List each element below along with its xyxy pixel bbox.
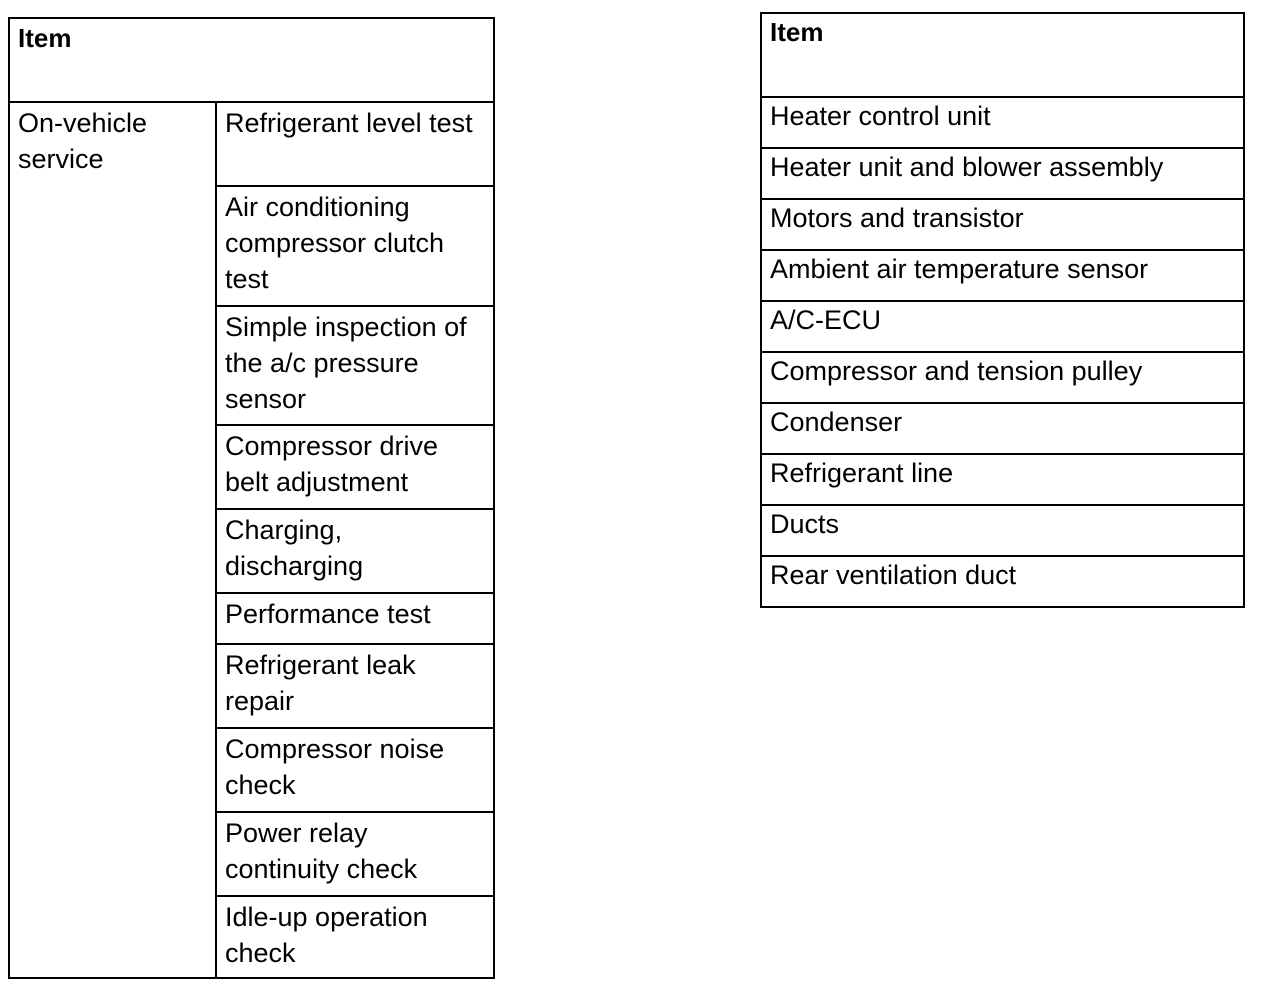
table-cell: Simple inspection of the a/c pressure sensor (216, 306, 494, 425)
table-cell: Ambient air temperature sensor (761, 250, 1244, 301)
table-cell: Motors and transistor (761, 199, 1244, 250)
table-cell: Condenser (761, 403, 1244, 454)
right-table-header: Item (761, 13, 1244, 97)
table-cell: Compressor and tension pulley (761, 352, 1244, 403)
table-cell: Compressor noise check (216, 728, 494, 812)
table-cell: Heater unit and blower assembly (761, 148, 1244, 199)
group-label-on-vehicle-service: On-vehicle service (9, 102, 216, 978)
table-cell: A/C-ECU (761, 301, 1244, 352)
table-cell: Rear ventilation duct (761, 556, 1244, 607)
table-cell: Power relay continuity check (216, 812, 494, 896)
table-cell: Refrigerant line (761, 454, 1244, 505)
table-cell: Refrigerant leak repair (216, 644, 494, 728)
table-cell: Heater control unit (761, 97, 1244, 148)
table-cell: Performance test (216, 593, 494, 644)
table-cell: Ducts (761, 505, 1244, 556)
left-item-table (8, 17, 495, 979)
table-cell: Compressor drive belt adjustment (216, 425, 494, 509)
table-cell: Refrigerant level test (216, 102, 494, 186)
left-table-header: Item (9, 18, 494, 102)
table-cell: Idle-up operation check (216, 896, 494, 978)
right-item-table (760, 12, 1245, 608)
table-cell: Air conditioning compressor clutch test (216, 186, 494, 306)
table-cell: Charging, discharging (216, 509, 494, 593)
